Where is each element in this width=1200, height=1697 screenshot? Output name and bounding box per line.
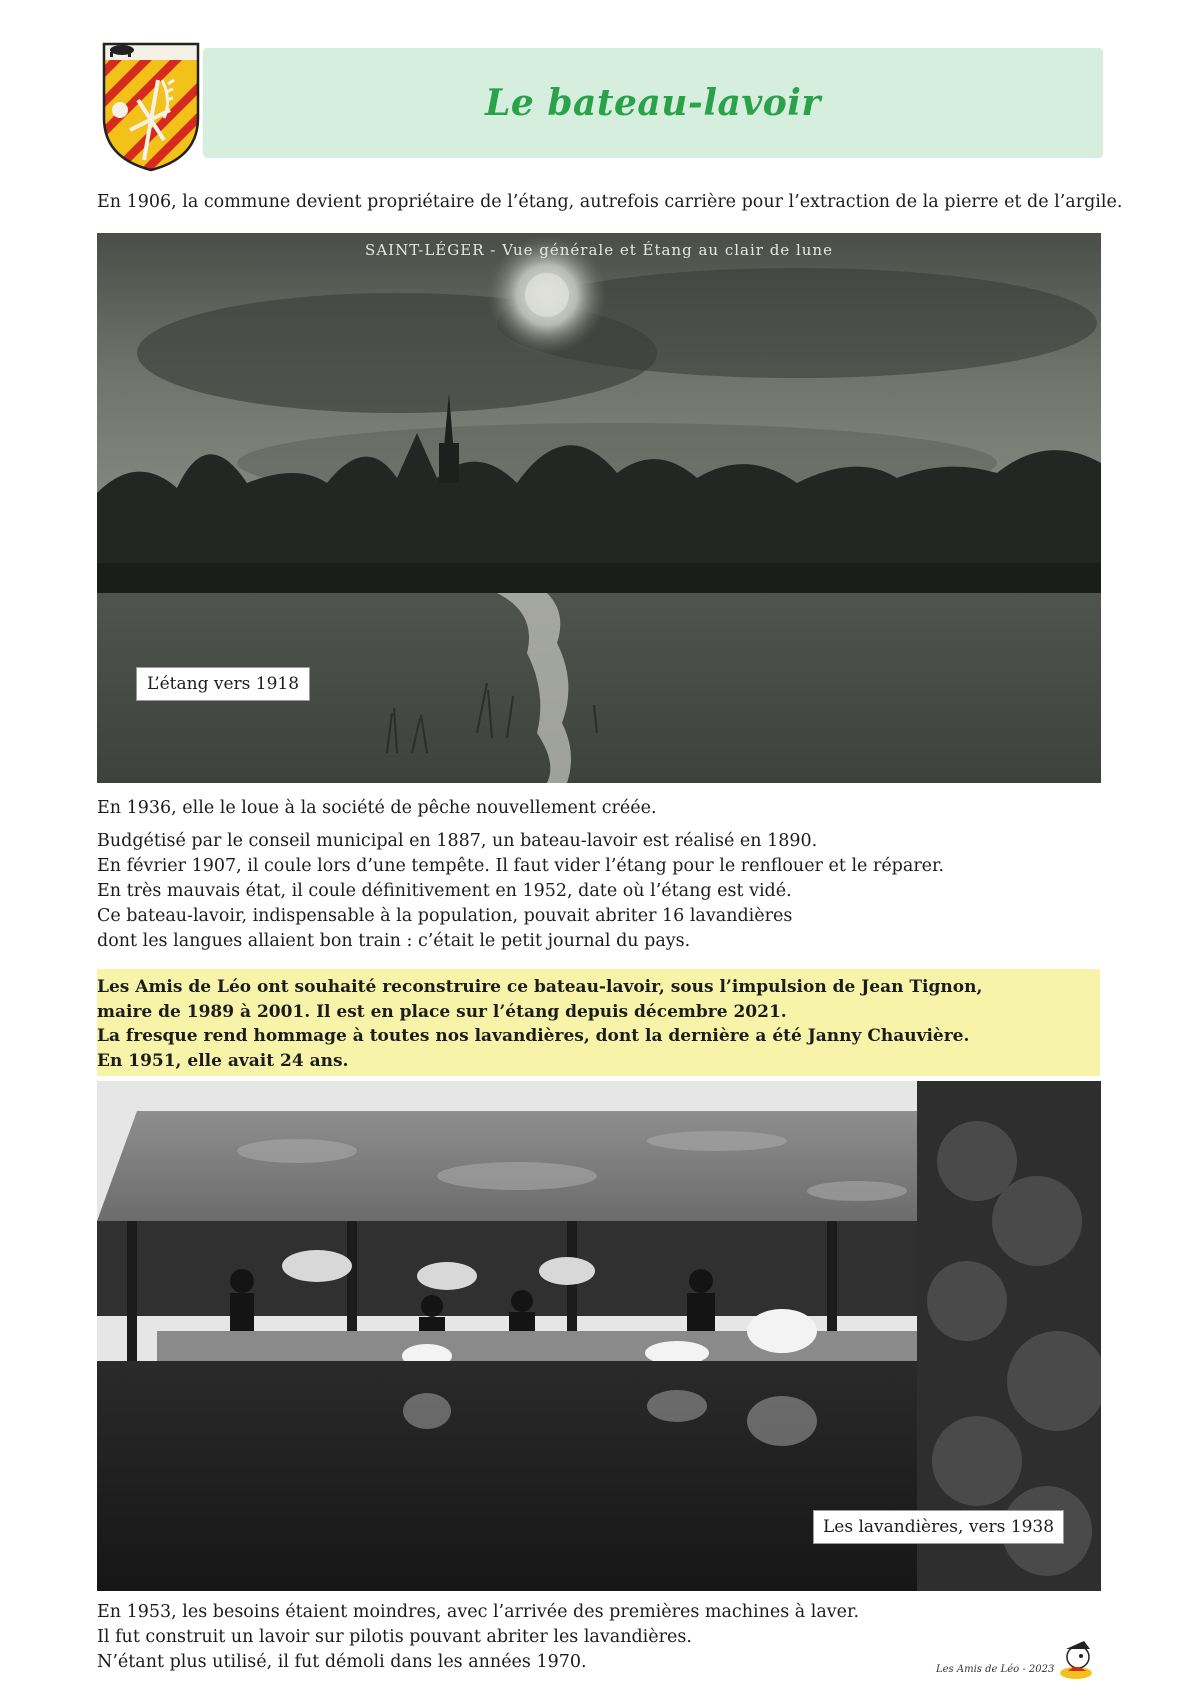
photo-caption-pond: L’étang vers 1918 bbox=[136, 667, 310, 701]
text-line: Il fut construit un lavoir sur pilotis pouvant abriter les lavandières. bbox=[97, 1627, 692, 1647]
text-line: Ce bateau-lavoir, indispensable à la population, pouvait abriter 16 lavandières bbox=[97, 906, 793, 926]
footer-credit: Les Amis de Léo - 2023 bbox=[936, 1664, 1055, 1675]
text-line: En 1951, elle avait 24 ans. bbox=[97, 1050, 349, 1071]
text-line: En 1953, les besoins étaient moindres, avec l’arrivée des premières machines à laver. bbox=[97, 1602, 860, 1622]
text-line: N’étant plus utilisé, il fut démoli dans les années 1970. bbox=[97, 1652, 587, 1672]
text-line: La fresque rend hommage à toutes nos lavandières, dont la dernière a été Janny Chauvière. bbox=[97, 1026, 970, 1046]
text-line: dont les langues allaient bon train : c’était le petit journal du pays. bbox=[97, 931, 691, 951]
text-line: En très mauvais état, il coule définitivement en 1952, date où l’étang est vidé. bbox=[97, 881, 792, 901]
page-title: Le bateau-lavoir bbox=[485, 82, 821, 124]
lavoir-history-paragraph bbox=[97, 829, 1117, 954]
text-line: maire de 1989 à 2001. Il est en place sur l’étang depuis décembre 2021. bbox=[97, 1001, 787, 1022]
photo-caption-washerwomen: Les lavandières, vers 1938 bbox=[813, 1510, 1064, 1544]
highlight-box bbox=[97, 969, 1100, 1076]
coat-of-arms-icon bbox=[100, 40, 202, 174]
paragraph-1936: En 1936, elle le loue à la société de pêche nouvellement créée. bbox=[97, 798, 657, 818]
highlight-paragraph bbox=[97, 975, 1100, 1073]
title-banner bbox=[203, 48, 1103, 158]
text-line: En février 1907, il coule lors d’une tempête. Il faut vider l’étang pour le renflouer et le réparer. bbox=[97, 856, 945, 876]
text-line: Les Amis de Léo ont souhaité reconstruire ce bateau-lavoir, sous l’impulsion de Jean Tignon, bbox=[97, 977, 983, 997]
text-line: Budgétisé par le conseil municipal en 1887, un bateau-lavoir est réalisé en 1890. bbox=[97, 831, 818, 851]
postcard-title: SAINT-LÉGER - Vue générale et Étang au clair de lune bbox=[365, 241, 833, 259]
intro-paragraph: En 1906, la commune devient propriétaire de l’étang, autrefois carrière pour l’extraction de la pierre et de l’argile. bbox=[97, 192, 1123, 212]
mascot-icon bbox=[1054, 1637, 1098, 1681]
